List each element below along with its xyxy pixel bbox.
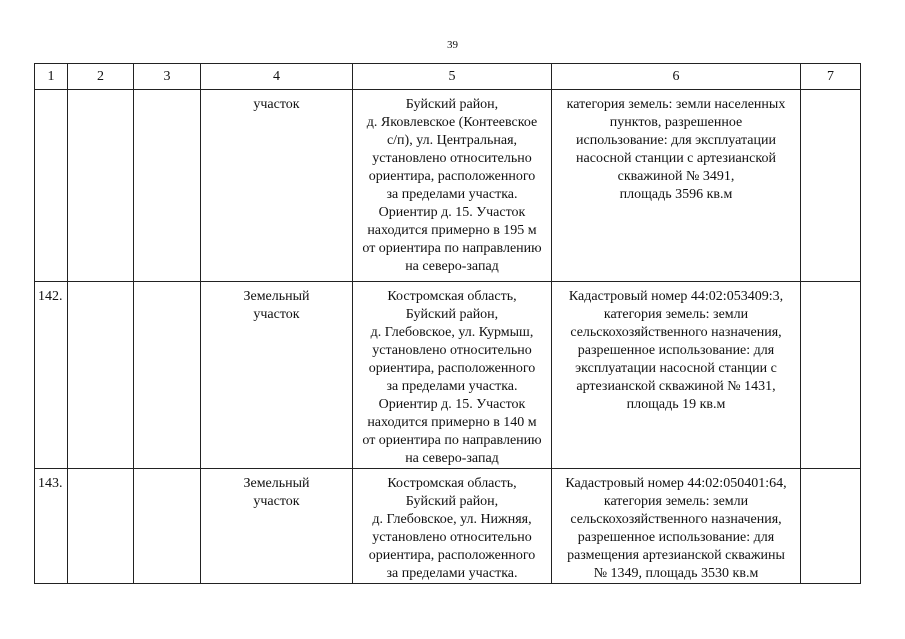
header-cell: 5 (353, 64, 552, 90)
object-type-cell: Земельный участок (201, 282, 353, 469)
empty-cell (134, 469, 201, 584)
empty-cell (68, 90, 134, 282)
header-cell: 3 (134, 64, 201, 90)
object-type-cell: Земельный участок (201, 469, 353, 584)
header-cell: 6 (552, 64, 801, 90)
table-row (35, 469, 861, 584)
empty-cell (134, 90, 201, 282)
characteristics-cell: Кадастровый номер 44:02:053409:3, категория земель: земли сельскохозяйственного назначения, разрешенное использование: для эксплуатации насосной станции с артезианской скважиной № 1431, площадь 19 кв.м (552, 282, 801, 469)
row-number-cell: 143. (35, 469, 68, 584)
page-number: 39 (447, 39, 458, 51)
header-cell: 1 (35, 64, 68, 90)
table-row (35, 282, 861, 469)
empty-cell (68, 282, 134, 469)
empty-cell (801, 90, 861, 282)
location-cell: Костромская область, Буйский район, д. Глебовское, ул. Курмыш, установлено относительно ориентира, расположенного за пределами участка. Ориентир д. 15. Участок находится примерно в 140 м от ориентира по направлению на северо-запад (353, 282, 552, 469)
empty-cell (801, 282, 861, 469)
location-cell: Буйский район, д. Яковлевское (Контеевское с/п), ул. Центральная, установлено относительно ориентира, расположенного за пределами участка. Ориентир д. 15. Участок находится примерно в 195 м от ориентира по направлению на северо-запад (353, 90, 552, 282)
row-number-cell: 142. (35, 282, 68, 469)
header-cell: 2 (68, 64, 134, 90)
header-cell: 7 (801, 64, 861, 90)
table-header-row (35, 64, 861, 90)
table-row (35, 90, 861, 282)
header-cell: 4 (201, 64, 353, 90)
row-number-cell (35, 90, 68, 282)
empty-cell (801, 469, 861, 584)
characteristics-cell: категория земель: земли населенных пунктов, разрешенное использование: для эксплуатации насосной станции с артезианской скважиной № 3491, площадь 3596 кв.м (552, 90, 801, 282)
characteristics-cell: Кадастровый номер 44:02:050401:64, категория земель: земли сельскохозяйственного назначения, разрешенное использование: для размещения артезианской скважины № 1349, площадь 3530 кв.м (552, 469, 801, 584)
empty-cell (68, 469, 134, 584)
object-type-cell: участок (201, 90, 353, 282)
empty-cell (134, 282, 201, 469)
location-cell: Костромская область, Буйский район, д. Глебовское, ул. Нижняя, установлено относительно ориентира, расположенного за пределами участка. (353, 469, 552, 584)
property-table (34, 63, 861, 584)
